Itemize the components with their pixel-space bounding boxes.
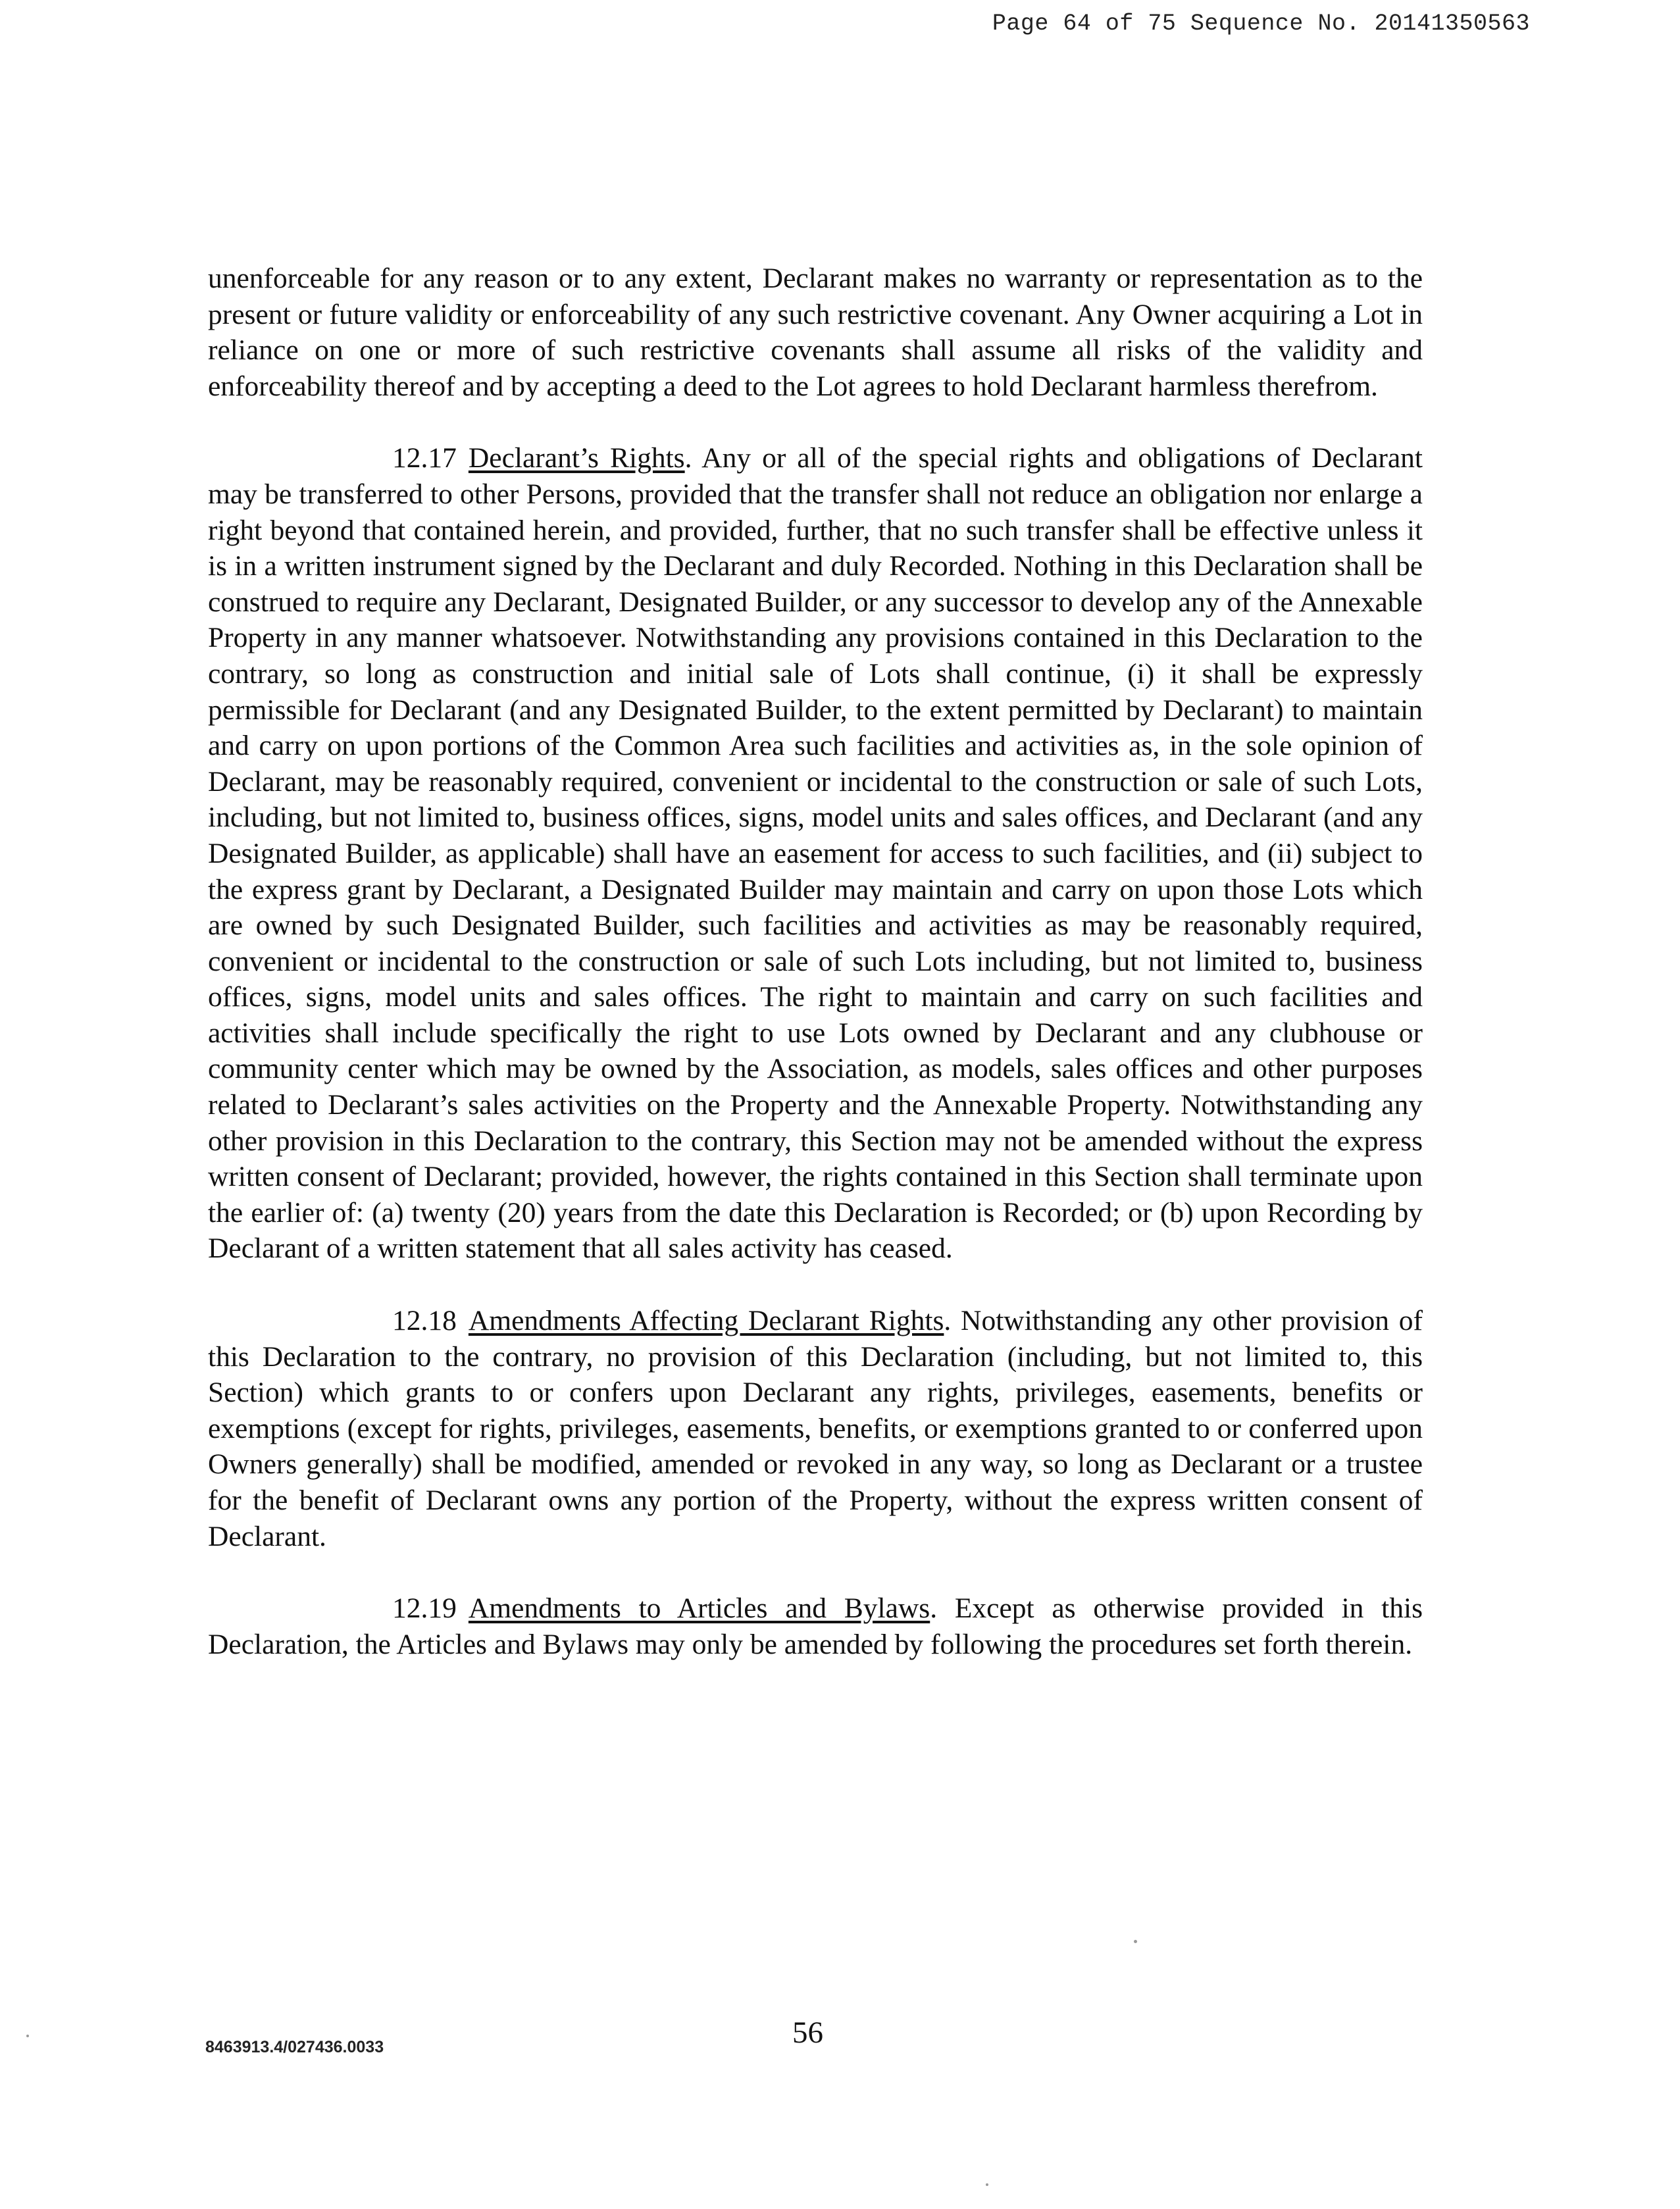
section-number: 12.17 bbox=[392, 442, 457, 474]
intro-paragraph: unenforceable for any reason or to any extent, Declarant makes no warranty or representation as to the present or future validity or enforceability of any such restrictive covenant. Any Owner acquiring a Lot in reliance on one or more of such restrictive covenants shall assume all risks of the validity and enforceability thereof and by accepting a deed to the Lot agrees to hold Declarant harmless therefrom. bbox=[208, 263, 1423, 402]
section-number: 12.19 bbox=[392, 1592, 457, 1625]
section-title: Amendments Affecting Declarant Rights bbox=[468, 1305, 944, 1337]
document-id: 8463913.4/027436.0033 bbox=[205, 2038, 384, 2056]
section-12-19 bbox=[208, 1590, 1423, 1662]
page-number: 56 bbox=[792, 2016, 823, 2050]
scan-speck bbox=[26, 2035, 29, 2037]
scan-speck bbox=[986, 2183, 988, 2186]
section-12-18 bbox=[208, 1303, 1423, 1554]
section-text: . Except as otherwise provided in this Declaration, the Articles and Bylaws may only be amended by following the procedures set forth therein. bbox=[208, 1592, 1423, 1660]
section-12-17 bbox=[208, 440, 1423, 1267]
section-title: Declarant’s Rights bbox=[468, 442, 685, 474]
section-title: Amendments to Articles and Bylaws bbox=[468, 1592, 930, 1625]
section-text: . Notwithstanding any other provision of this Declaration to the contrary, no provision of this Declaration (including, but not limited to, this Section) which grants to or confers upon Declarant any rights, privileges, easements, benefits or exemptions (except for rights, privileges, easements, benefits, or exemptions granted to or conferred upon Owners generally) shall be modified, amended or revoked in any way, so long as Declarant or a trustee for the benefit of Declarant owns any portion of the Property, without the express written consent of Declarant. bbox=[208, 1305, 1423, 1552]
section-text: . Any or all of the special rights and obligations of Declarant may be transferred to other Persons, provided that the transfer shall not reduce an obligation nor enlarge a right beyond that contained herein, and provided, further, that no such transfer shall be effective unless it is in a written instrument signed by the Declarant and duly Recorded. Nothing in this Declaration shall be construed to require any Declarant, Designated Builder, or any successor to develop any of the Annexable Property in any manner whatsoever. Notwithstanding any provisions contained in this Declaration to the contrary, so long as construction and initial sale of Lots shall continue, (i) it shall be expressly permissible for Declarant (and any Designated Builder, to the extent permitted by Declarant) to maintain and carry on upon portions of the Common Area such facilities and activities as, in the sole opinion of Declarant, may be reasonably required, convenient or incidental to the construction or sale of such Lots, including, but not limited to, business offices, signs, model units and sales offices, and Declarant (and any Designated Builder, as applicable) shall have an easement for access to such facilities, and (ii) subject to the express grant by Declarant, a Designated Builder may maintain and carry on upon those Lots which are owned by such Designated Builder, such facilities and activities as may be reasonably required, convenient or incidental to the construction or sale of such Lots including, but not limited to, business offices, signs, model units and sales offices. The right to maintain and carry on such facilities and activities shall include specifically the right to use Lots owned by Declarant and any clubhouse or community center which may be owned by the Association, as models, sales offices and other purposes related to Declarant’s sales activities on the Property and the Annexable Property. Notwithstanding any other provision in this Declaration to the contrary, this Section may not be amended without the express written consent of Declarant; provided, however, the rights contained in this Section shall terminate upon the earlier of: (a) twenty (20) years from the date this Declaration is Recorded; or (b) upon Recording by Declarant of a written statement that all sales activity has ceased. bbox=[208, 442, 1423, 1265]
document-body bbox=[208, 261, 1423, 1698]
page-sequence-header: Page 64 of 75 Sequence No. 20141350563 bbox=[992, 11, 1530, 37]
scan-speck bbox=[1134, 1940, 1137, 1943]
section-number: 12.18 bbox=[392, 1305, 457, 1337]
